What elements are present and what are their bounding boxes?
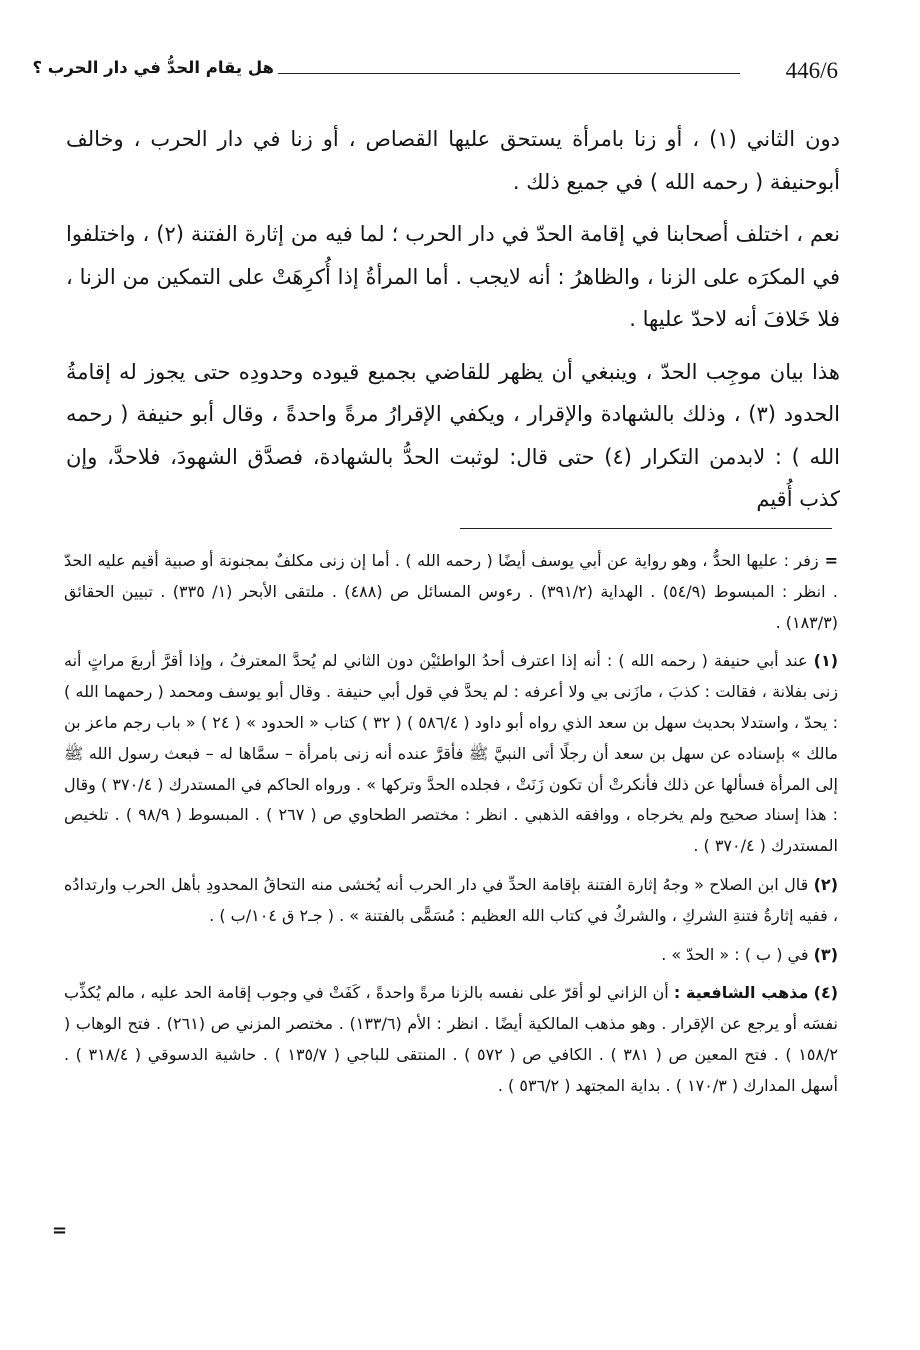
main-paragraph-3: هذا بيان موجِب الحدّ ، وينبغي أن يظهر للقاضي بجميع قيوده وحدودِه حتى يجوز له إقامةُ الحدود (٣) ، وذلك بالشهادة والإقرار ، ويكفي الإقرارُ مرةً واحدةً ، وقال أبو حنيفة ( رحمه الله ) : لابدمن التكرار (٤) حتى قال: لوثبت الحدُّ بالشهادة، فصدَّق الشهودَ، فلاحدَّ، وإن كذب أُقيم [66,359,841,511]
main-paragraph-2: نعم ، اختلف أصحابنا في إقامة الحدّ في دار الحرب ؛ لما فيه من إثارة الفتنة (٢) ، واختلفوا في المكرَه على الزنا ، والظاهرُ : أنه لايجب . أما المرأةُ إذا أُكرِهَتْ على التمكين من الزنا ، فلا خَلافَ أنه لاحدّ عليها . [66,222,840,331]
footnote-3 [64,940,838,971]
footnote-label: (١) [813,651,839,671]
header-rule [278,73,740,74]
footnote-text: قال ابن الصلاح « وجهُ إثارة الفتنة بإقامة الحدِّ في دار الحرب أنه يُخشى منه التحاقُ المحدودِ بأهل الحرب وارتدادُه ، ففيه إثارةُ فتنةِ الشركِ ، والشركُ في كتاب الله العظيم : مُسَمًّى بالفتنة » . ( جـ٢ ق ١٠٤/ب ) . [64,874,838,925]
continuation-mark: = [824,551,838,570]
page-number: 446/6 [785,58,838,83]
footnote-continuation [64,546,838,638]
footnotes [64,546,838,1110]
footnote-text: عند أبي حنيفة ( رحمه الله ) : أنه إذا اعترف أحدُ الواطئيْن دون الثاني لم يُحدَّ المعترفُ ، وإذا أقرَّ أربعَ مراتٍ أنه زنى بفلانة ، فقالت : كذبَ ، مازَنى بي ولا أعرفه : لم يحدَّ في قول أبي حنيفة . وقال أبو يوسف ومحمد ( رحمهما الله ) : يحدّ ، واستدلا بحديث سهل بن سعد الذي رواه أبو داود ( ٥٨٦/٤ ) ( ٣٢ ) كتاب « الحدود » ( ٢٤ ) « باب رجم ماعز بن مالك » بإسناده عن سهل بن سعد أن رجلًا أتى النبيَّ ﷺ فأقرَّ عنده أنه زنى بامرأة – سمَّاها له – فبعث رسول الله ﷺ إلى المرأة فسألها عن ذلك فأنكرتْ أن تكون زَنَتْ ، فجلده الحدَّ وتركها » . ورواه الحاكم في المستدرك ( ٣٧٠/٤ ) وقال : هذا إسناد صحيح ولم يخرجاه ، ووافقه الذهبي . انظر : مختصر الطحاوي ص ( ٢٦٧ ) . المبسوط ( ٩٨/٩ ) . تلخيص المستدرك ( ٣٧٠/٤ ) . [64,651,839,856]
footnote-label: (٤) [813,983,839,1003]
running-header [32,58,838,88]
footnote-text: أن الزاني لو أقرّ على نفسه بالزنا مرةً واحدةً ، كَفَتْ في وجوب إقامة الحد عليه ، مالم يُكذِّب نفسَه أو يرجع عن الإقرار . وهو مذهب المالكية أيضًا . انظر : الأم (١٣٣/٦) . مختصر المزني ص (٢٦١) . فتح الوهاب ( ١٥٨/٢ ) . فتح المعين ص ( ٣٨١ ) . الكافي ص ( ٥٧٢ ) . المنتقى للباجي ( ١٣٥/٧ ) . حاشية الدسوقي ( ٣١٨/٤ ) . أسهل المدارك ( ١٧٠/٣ ) . بداية المجتهد ( ٥٣٦/٢ ) . [64,983,838,1095]
footnote-4 [64,978,838,1101]
main-text [66,118,840,531]
footnote-text: في ( ب ) : « الحدّ » . [661,944,809,964]
running-title: هل يقام الحدُّ في دار الحرب ؟ [32,58,274,77]
main-paragraph-1: دون الثاني (١) ، أو زنا بامرأة يستحق عليها القصاص ، أو زنا في دار الحرب ، وخالف أبوحنيفة ( رحمه الله ) في جميع ذلك . [66,127,840,194]
footnote-label: (٢) [813,874,838,894]
footnote-1 [64,646,838,862]
footnote-separator [460,528,832,529]
footnote-2 [64,870,838,932]
continued-mark: = [52,1220,68,1241]
footnote-lead: مذهب الشافعية : [673,983,809,1003]
footnote-label: (٣) [813,944,838,964]
continuation-text: زفر : عليها الحدُّ ، وهو رواية عن أبي يوسف أيضًا ( رحمه الله ) . أما إن زنى مكلفٌ بمجنونة أو صبية أقيم عليه الحدّ . انظر : المبسوط (٥٤/٩) . الهداية (٣٩١/٢) . رءوس المسائل ص (٤٨٨) . ملتقى الأبحر (١/ ٣٣٥) . تبيين الحقائق (١٨٣/٣) . [64,551,838,632]
